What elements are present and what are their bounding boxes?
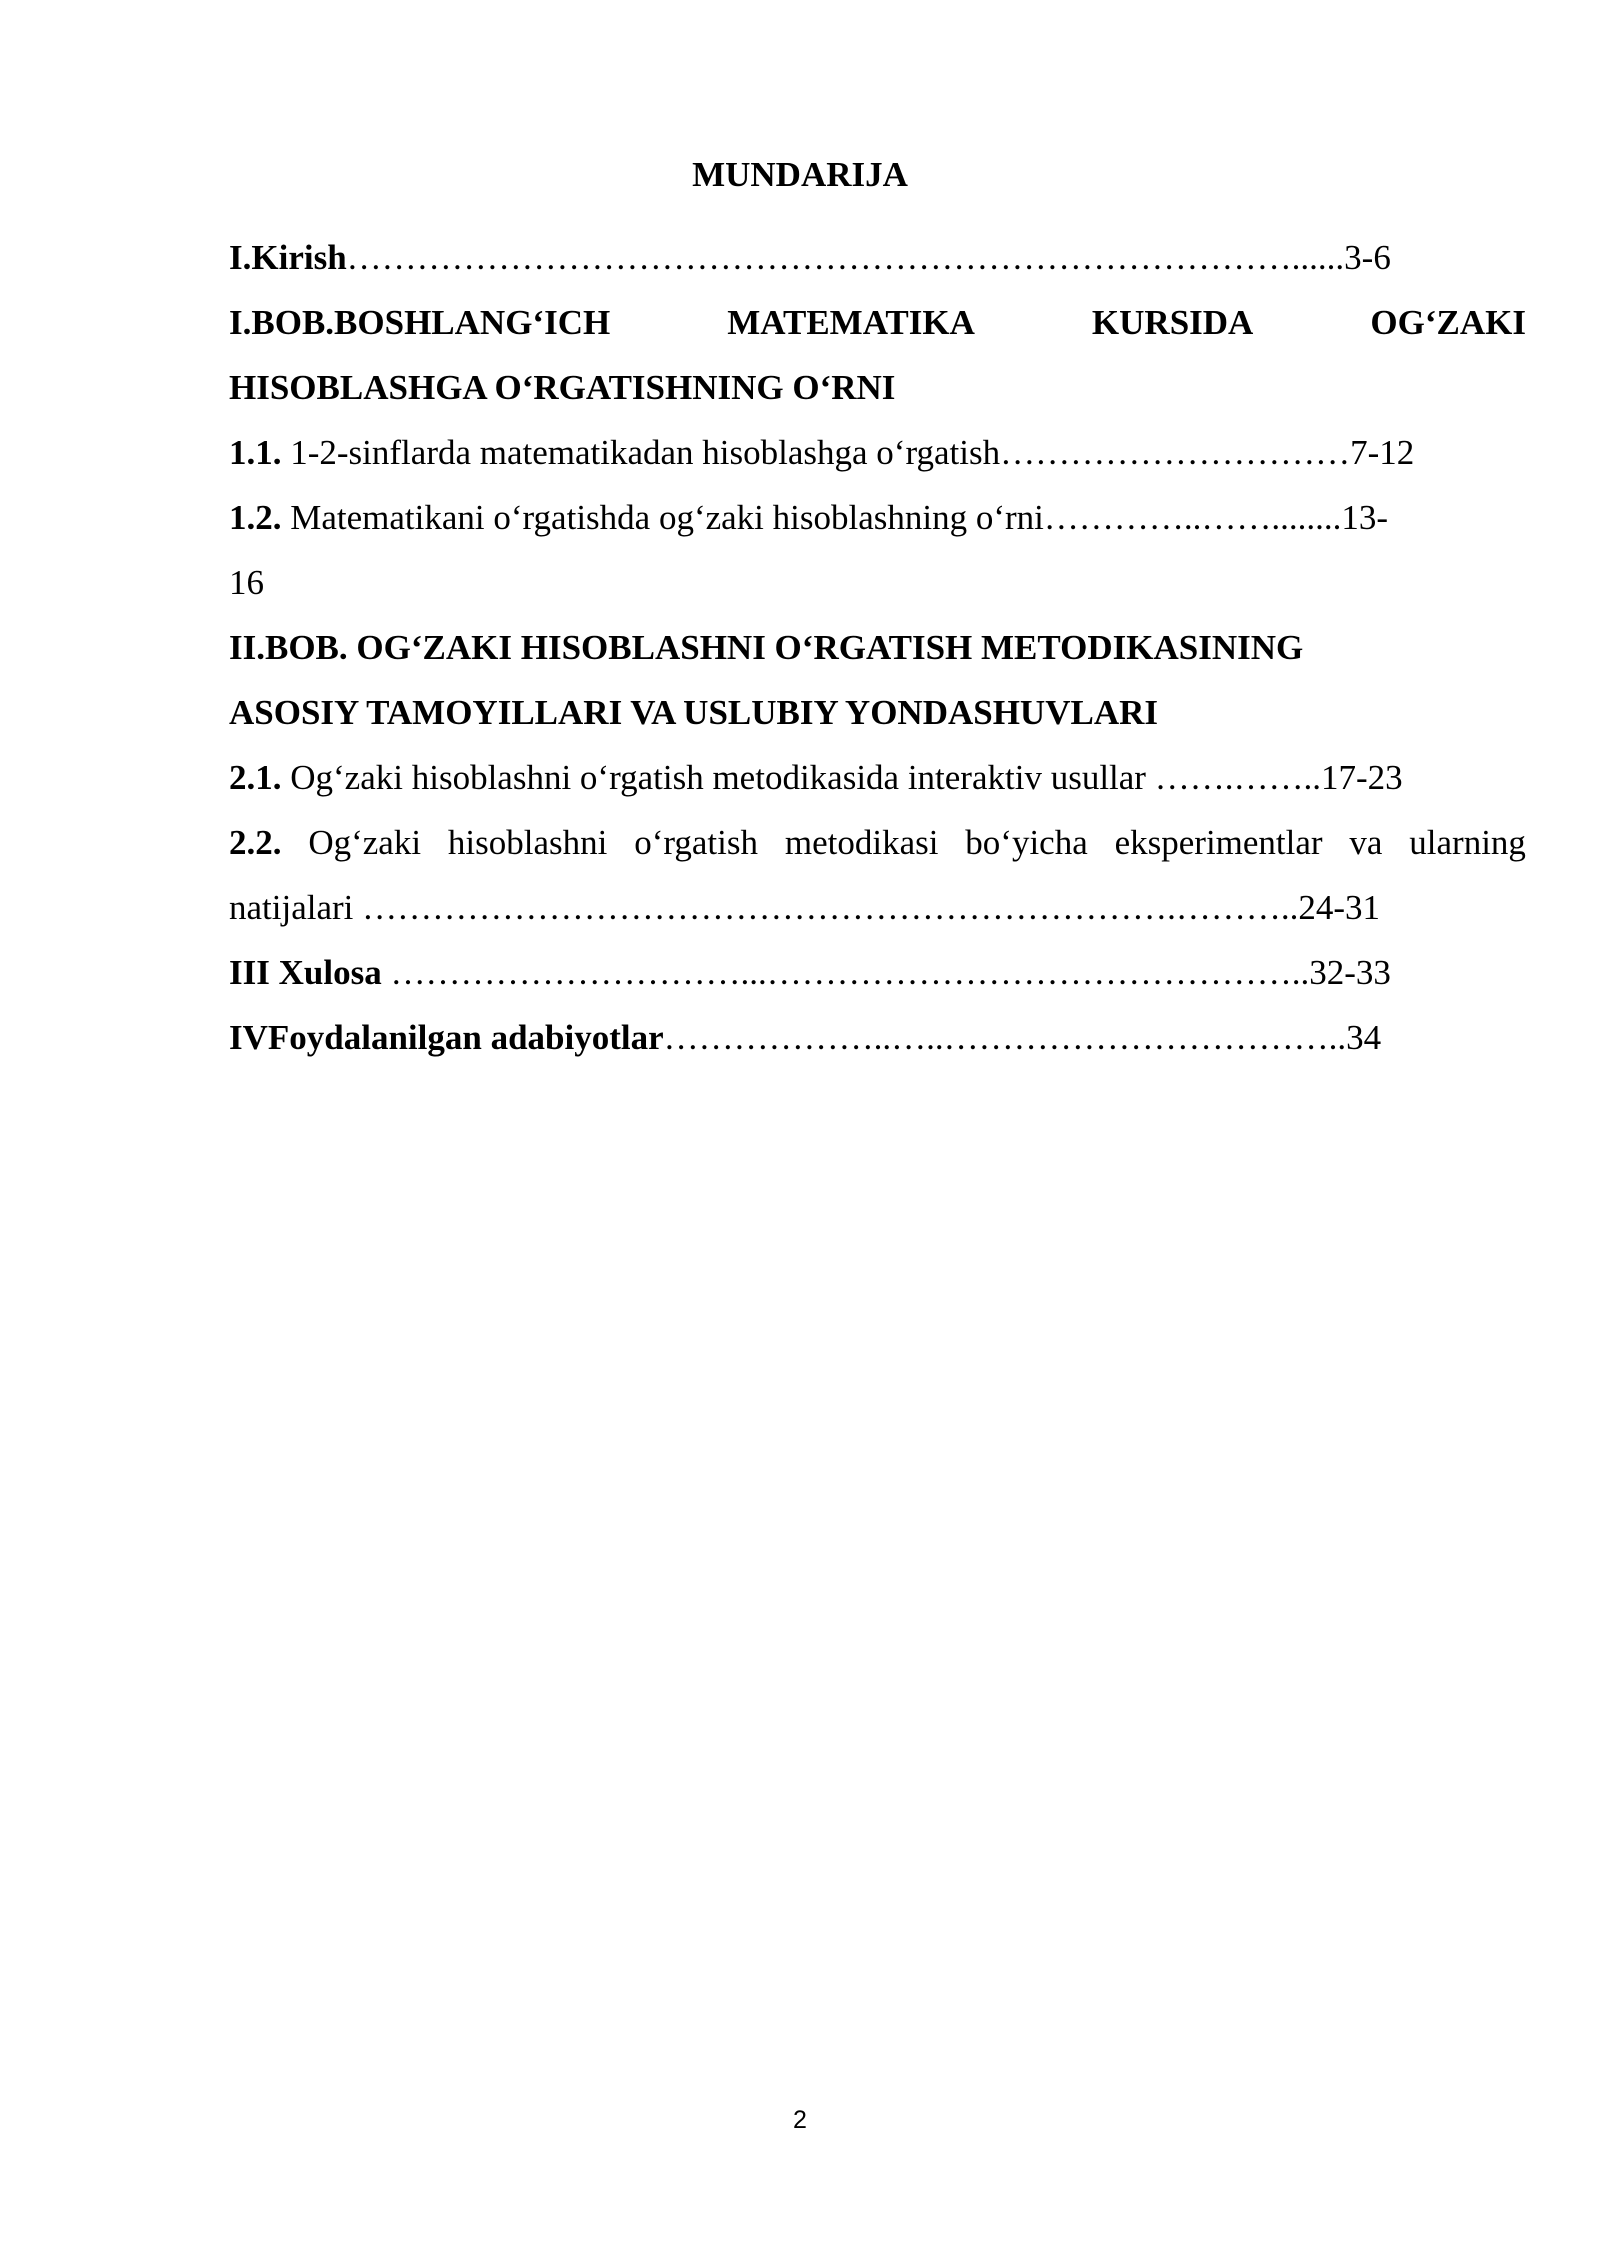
toc-entry-2-2-line-2	[229, 875, 1526, 940]
toc-leader-dots: …………………………………………………………….………..	[362, 888, 1299, 927]
toc-leader-dots: …………..……........	[1043, 498, 1342, 537]
toc-page-range: 32-33	[1309, 953, 1391, 992]
toc-section-title: 1-2-sinflarda matematikadan hisoblashga o‘rgatish	[281, 433, 1001, 472]
toc-title-word: hisoblashni	[447, 823, 608, 862]
toc-leader-dots: ………………………………………………………………………......	[346, 238, 1345, 277]
toc-entry-label: IVFoydalanilgan adabiyotlar	[229, 1018, 664, 1057]
toc-entry-label: I.Kirish	[229, 238, 347, 277]
toc-entry-label: III Xulosa	[229, 953, 382, 992]
toc-section-title: Matematikani o‘rgatishda og‘zaki hisoblashning o‘rni	[281, 498, 1044, 537]
table-of-contents	[229, 225, 1526, 1070]
toc-title-word: ularning	[1409, 823, 1526, 862]
toc-title-word: va	[1349, 823, 1383, 862]
chapter-1-word: I.BOB.BOSHLANG‘ICH	[229, 303, 611, 342]
toc-chapter-1-line-2: HISOBLASHGA O‘RGATISHNING O‘RNI	[229, 368, 896, 407]
toc-chapter-2-line-1: II.BOB. OG‘ZAKI HISOBLASHNI O‘RGATISH METODIKASINING	[229, 628, 1304, 667]
page-title: MUNDARIJA	[692, 155, 908, 194]
chapter-1-word: MATEMATIKA	[727, 303, 975, 342]
toc-page-range: 13-	[1341, 498, 1389, 537]
toc-title-word: bo‘yicha	[965, 823, 1088, 862]
toc-page-range: 24-31	[1298, 888, 1381, 927]
toc-leader-dots: ………………..…..……………………………..	[663, 1018, 1347, 1057]
page-number: 2	[793, 2106, 807, 2134]
toc-section-title: natijalari	[229, 888, 363, 927]
toc-section-title: Og‘zaki hisoblashni o‘rgatish metodikasida interaktiv usullar	[281, 758, 1155, 797]
toc-entry-adabiyotlar	[229, 1005, 1526, 1070]
toc-leader-dots: …………………………	[1000, 433, 1351, 472]
toc-section-number: 2.1.	[229, 758, 282, 797]
chapter-1-word: KURSIDA	[1091, 303, 1254, 342]
toc-page-range: 7-12	[1350, 433, 1415, 472]
toc-page-range: 17-23	[1320, 758, 1403, 797]
chapter-1-word: OG‘ZAKI	[1370, 303, 1526, 342]
toc-entry-2-1	[229, 745, 1526, 810]
toc-entry-1-2	[229, 485, 1526, 550]
toc-section-number: 1.2.	[229, 498, 282, 537]
toc-page-range: 3-6	[1344, 238, 1391, 277]
toc-section-number: 1.1.	[229, 433, 282, 472]
toc-leader-dots: …………………………...………………………………………..	[381, 953, 1310, 992]
toc-title-word: eksperimentlar	[1114, 823, 1323, 862]
toc-title-word: Og‘zaki	[308, 823, 422, 862]
toc-section-number: 2.2.	[229, 823, 282, 862]
toc-chapter-1-line-1	[229, 290, 1526, 355]
toc-entry-kirish	[229, 225, 1526, 290]
toc-entry-1-1	[229, 420, 1526, 485]
toc-entry-1-2-continued: 16	[229, 563, 264, 602]
toc-title-word: o‘rgatish	[634, 823, 759, 862]
toc-chapter-2-line-2: ASOSIY TAMOYILLARI VA USLUBIY YONDASHUVLARI	[229, 693, 1159, 732]
toc-entry-xulosa	[229, 940, 1526, 1005]
toc-title-word: metodikasi	[784, 823, 939, 862]
toc-entry-2-2-line-1	[229, 810, 1526, 875]
toc-leader-dots: …….……..	[1154, 758, 1321, 797]
toc-page-range: 34	[1346, 1018, 1382, 1057]
